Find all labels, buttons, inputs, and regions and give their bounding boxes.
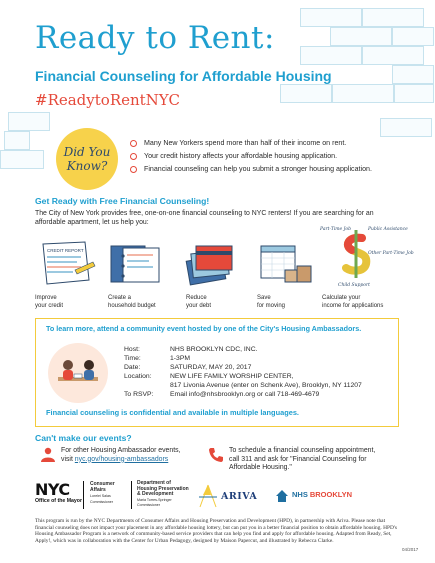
time-label: Time:: [124, 355, 141, 362]
fact-item: [130, 163, 372, 176]
schedule-appointment-text: To schedule a financial counseling appointment, call 311 and ask for "Financial Counseling for Affordable Housing.": [229, 447, 376, 472]
footer-disclaimer: This program is run by the NYC Departments of Consumer Affairs and Housing Preservation and Development (HPD), in partnership with Ariva. Please note that financial counseling does not impact your placement in any affordable housing lottery, but can put you in a better financial position to obtain affordable housing. HPD's Housing Ambassador Program is a network of community-based service providers that can help you find and apply for affordable housing. Adapted from Ready, Set, Apply!, which was in collaboration with the Center for Urban Pedagogy, designed by Maison Papercut, and illustrated by Rebecca Clarke.: [35, 518, 397, 544]
time-value: 1-3PM: [170, 355, 191, 362]
dollar-note-other: Other Part-Time Job: [368, 251, 414, 256]
credit-report-label: CREDIT REPORT: [47, 248, 84, 253]
fact-text: Financial counseling can help you submit a stronger housing application.: [144, 165, 372, 173]
nhs-brooklyn-wordmark: NHS BROOKLYN: [292, 490, 353, 499]
dollar-sign-icon: [318, 222, 414, 290]
counseling-intro: The City of New York provides free, one-on-one financial counseling to NYC renters! If you are searching for an affordable apartment, let us help you:: [35, 210, 374, 226]
fact-item: [130, 150, 372, 163]
hashtag: #ReadytoRentNYC: [35, 91, 180, 109]
caption-credit: Improve your credit: [35, 295, 64, 309]
rsvp-label: To RSVP:: [124, 391, 154, 398]
event-illustration: [48, 343, 108, 403]
location-line1: NEW LIFE FAMILY WORSHIP CENTER,: [170, 373, 294, 380]
rsvp-value[interactable]: Email info@nhsbrooklyn.org or call 718-469-4679: [170, 391, 320, 398]
did-you-know-badge: [56, 128, 118, 190]
logo-bar: [35, 481, 400, 511]
other-events-text: For other Housing Ambassador events, visit nyc.gov/housing-ambassadors: [61, 447, 181, 463]
ariva-wordmark: ARIVA: [221, 491, 258, 502]
caption-debt: Reduce your debt: [186, 295, 212, 309]
caption-budget: Create a household budget: [108, 295, 156, 309]
dollar-note-child: Child Support: [338, 283, 370, 288]
date-label: Date:: [124, 364, 141, 371]
hpd-logo: Department of Housing Preservation & Development Maria Torres-Springer Commissioner: [137, 480, 189, 508]
caption-moving: Save for moving: [257, 295, 286, 309]
fact-text: Your credit history affects your affordable housing application.: [144, 152, 338, 160]
confidential-note: Financial counseling is confidential and available in multiple languages.: [46, 408, 299, 417]
page-subtitle: Financial Counseling for Affordable Housing: [35, 68, 332, 84]
bullet-icon: [130, 166, 137, 173]
fact-item: [130, 137, 372, 150]
consumer-affairs-logo: Consumer Affairs Lorelei Salas Commissioner: [90, 481, 115, 504]
nhs-brooklyn-logo: [275, 489, 289, 508]
credit-report-icon: [35, 240, 97, 288]
ariva-logo: [197, 483, 219, 514]
moving-calendar-icon: [255, 240, 317, 288]
fact-text: Many New Yorkers spend more than half of their income on rent.: [144, 139, 347, 147]
event-heading: To learn more, attend a community event hosted by one of the City's Housing Ambassadors.: [46, 324, 362, 333]
cant-make-heading: Can't make our events?: [35, 433, 132, 443]
dollar-note-public: Public Assistance: [368, 227, 408, 232]
counseling-heading: Get Ready with Free Financial Counseling!: [35, 196, 210, 206]
did-you-know-line2: Know?: [66, 159, 108, 173]
caption-income: Calculate your income for applications: [322, 295, 384, 309]
phone-icon: [208, 447, 224, 463]
housing-ambassadors-link[interactable]: nyc.gov/housing-ambassadors: [74, 455, 169, 463]
host-value: NHS BROOKLYN CDC, INC.: [170, 346, 258, 353]
nyc-logo: NYC Office of the Mayor: [35, 480, 82, 504]
location-label: Location:: [124, 373, 152, 380]
budget-binder-icon: [105, 240, 167, 288]
date-value: SATURDAY, MAY 20, 2017: [170, 364, 252, 371]
location-line2: 817 Livonia Avenue (enter on Schenk Ave), Brooklyn, NY 11207: [170, 382, 362, 389]
host-label: Host:: [124, 346, 140, 353]
facts-list: [130, 137, 372, 176]
bullet-icon: [130, 140, 137, 147]
person-icon: [40, 447, 56, 463]
bullet-icon: [130, 153, 137, 160]
print-code: 04/2017: [402, 547, 419, 552]
page-title: Ready to Rent:: [35, 20, 275, 56]
dollar-note-part-time: Part-Time Job: [320, 227, 352, 232]
did-you-know-line1: Did You: [63, 145, 111, 159]
debt-cards-icon: [178, 240, 240, 288]
